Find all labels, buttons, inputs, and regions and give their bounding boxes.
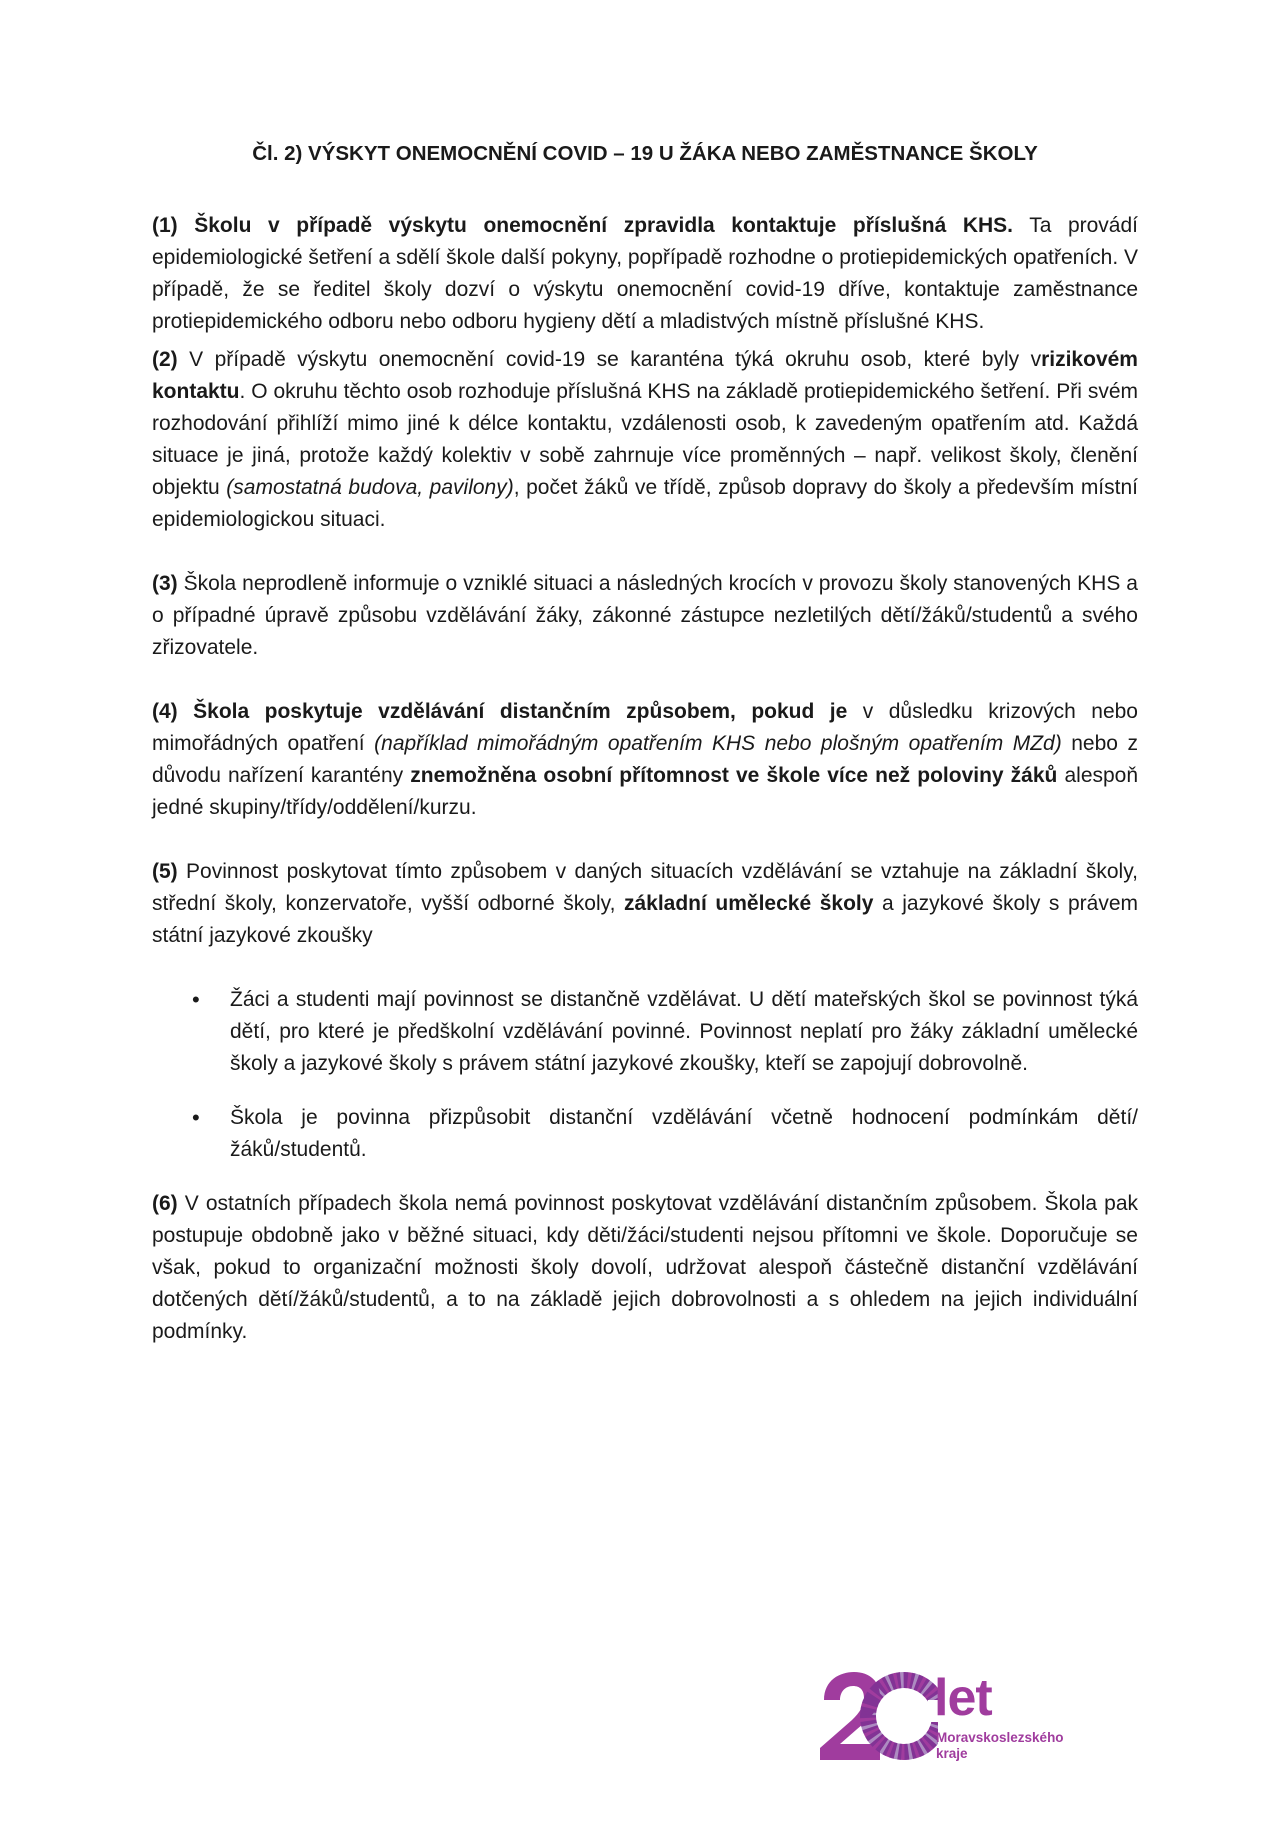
paragraph-5-text-1: Povinnost poskytovat tímto způsobem v daných situacích vzdělávání se vztahuje na základní školy, střední školy, konzervatoře, vyšší odborné školy, <box>152 860 1138 915</box>
paragraph-4-number: (4) <box>152 700 178 723</box>
paragraph-2-text-3: , počet žáků ve třídě, způsob dopravy do školy a především místní epidemiologickou situaci. <box>152 476 1138 531</box>
paragraph-4-italic: (například mimořádným opatřením KHS nebo plošným opatřením MZd) <box>374 732 1062 755</box>
paragraph-2-number: (2) <box>152 348 178 371</box>
paragraph-1-number: (1) <box>152 214 178 237</box>
paragraph-5-text-2: a jazykové školy s právem státní jazykové zkoušky <box>152 892 1139 947</box>
paragraph-6-text: V ostatních případech škola nemá povinnost poskytovat vzdělávání distančním způsobem. Škola pak postupuje obdobně jako v běžné situaci, kdy děti/žáci/studenti nejsou přítomni ve škole. Doporučuje se však, pokud to organizační možnosti školy dovolí, udržovat alespoň částečně distanční vzdělávání dotčených dětí/žáků/studentů, a to na základě jejich dobrovolnosti a s ohledem na jejich individuální podmínky. <box>152 1192 1138 1343</box>
paragraph-5-number: (5) <box>152 860 178 883</box>
paragraph-2-bold: rizikovém kontaktu <box>152 348 1138 403</box>
section-title: Čl. 2) VÝSKYT ONEMOCNĚNÍ COVID – 19 U ŽÁKA NEBO ZAMĚSTNANCE ŠKOLY <box>252 142 1038 165</box>
bullet-list <box>152 984 1138 1166</box>
anniversary-logo-line-1: Moravskoslezského <box>936 1730 1064 1745</box>
paragraph-3-number: (3) <box>152 572 178 595</box>
section-body <box>152 210 1138 1354</box>
paragraph-1-bold: Školu v případě výskytu onemocnění zpravidla kontaktuje příslušná KHS. <box>194 214 1013 237</box>
paragraph-4 <box>152 696 1138 824</box>
bullet-item-1: • Žáci a studenti mají povinnost se distančně vzdělávat. U dětí mateřských škol se povinnost týká dětí, pro které je předškolní vzdělávání povinné. Povinnost neplatí pro žáky základní umělecké školy a jazykové školy s právem státní jazykové zkoušky, kteří se zapojují dobrovolně. <box>230 984 1138 1080</box>
paragraph-3 <box>152 568 1138 664</box>
paragraph-2-text-1: V případě výskytu onemocnění covid-19 se karanténa týká okruhu osob, které byly v <box>189 348 1042 371</box>
paragraph-5-bold: základní umělecké školy <box>623 892 874 915</box>
paragraph-6 <box>152 1188 1138 1348</box>
paragraph-4-bold-1: Škola poskytuje vzdělávání distančním způsobem, pokud je <box>193 700 848 723</box>
bullet-item-2: • Škola je povinna přizpůsobit distanční vzdělávání včetně hodnocení podmínkám dětí/žáků/studentů. <box>230 1102 1138 1166</box>
paragraph-2 <box>152 344 1138 536</box>
paragraph-5 <box>152 856 1138 952</box>
paragraph-3-text: Škola neprodleně informuje o vzniklé situaci a následných krocích v provozu školy stanovených KHS a o případné úpravě způsobu vzdělávání žáky, zákonné zástupce nezletilých dětí/žáků/studentů a svého zřizovatele. <box>152 572 1138 659</box>
paragraph-4-text-2: nebo z důvodu nařízení karantény <box>152 732 1138 787</box>
paragraph-2-italic: (samostatná budova, pavilony) <box>226 476 514 499</box>
anniversary-logo-word: let <box>934 1669 992 1727</box>
paragraph-4-text-3: alespoň jedné skupiny/třídy/oddělení/kurzu. <box>152 764 1139 819</box>
anniversary-logo-line-2: kraje <box>936 1746 968 1761</box>
paragraph-2-text-2: . O okruhu těchto osob rozhoduje příslušná KHS na základě protiepidemického šetření. Při svém rozhodování přihlíží mimo jiné k délce kontaktu, vzdálenosti osob, k zavedeným opatřením atd. Každá situace je jiná, protože každý kolektiv v sobě zahrnuje více proměnných – např. velikost školy, členění objektu <box>152 380 1138 499</box>
paragraph-4-bold-2: znemožněna osobní přítomnost ve škole více než poloviny žáků <box>410 764 1058 787</box>
paragraph-1 <box>152 210 1138 338</box>
paragraph-6-number: (6) <box>152 1192 178 1215</box>
anniversary-logo-20-graphic <box>818 1670 938 1766</box>
paragraph-1-text: Ta provádí epidemiologické šetření a sdělí škole další pokyny, popřípadě rozhodne o protiepidemických opatřeních. V případě, že se ředitel školy dozví o výskytu onemocnění covid-19 dříve, kontaktuje zaměstnance protiepidemického odboru nebo odboru hygieny dětí a mladistvých místně příslušné KHS. <box>152 214 1139 333</box>
anniversary-logo-subtitle <box>936 1730 1064 1762</box>
paragraph-4-text-1: v důsledku krizových nebo mimořádných opatření <box>152 700 1138 755</box>
anniversary-logo <box>818 1670 1098 1770</box>
